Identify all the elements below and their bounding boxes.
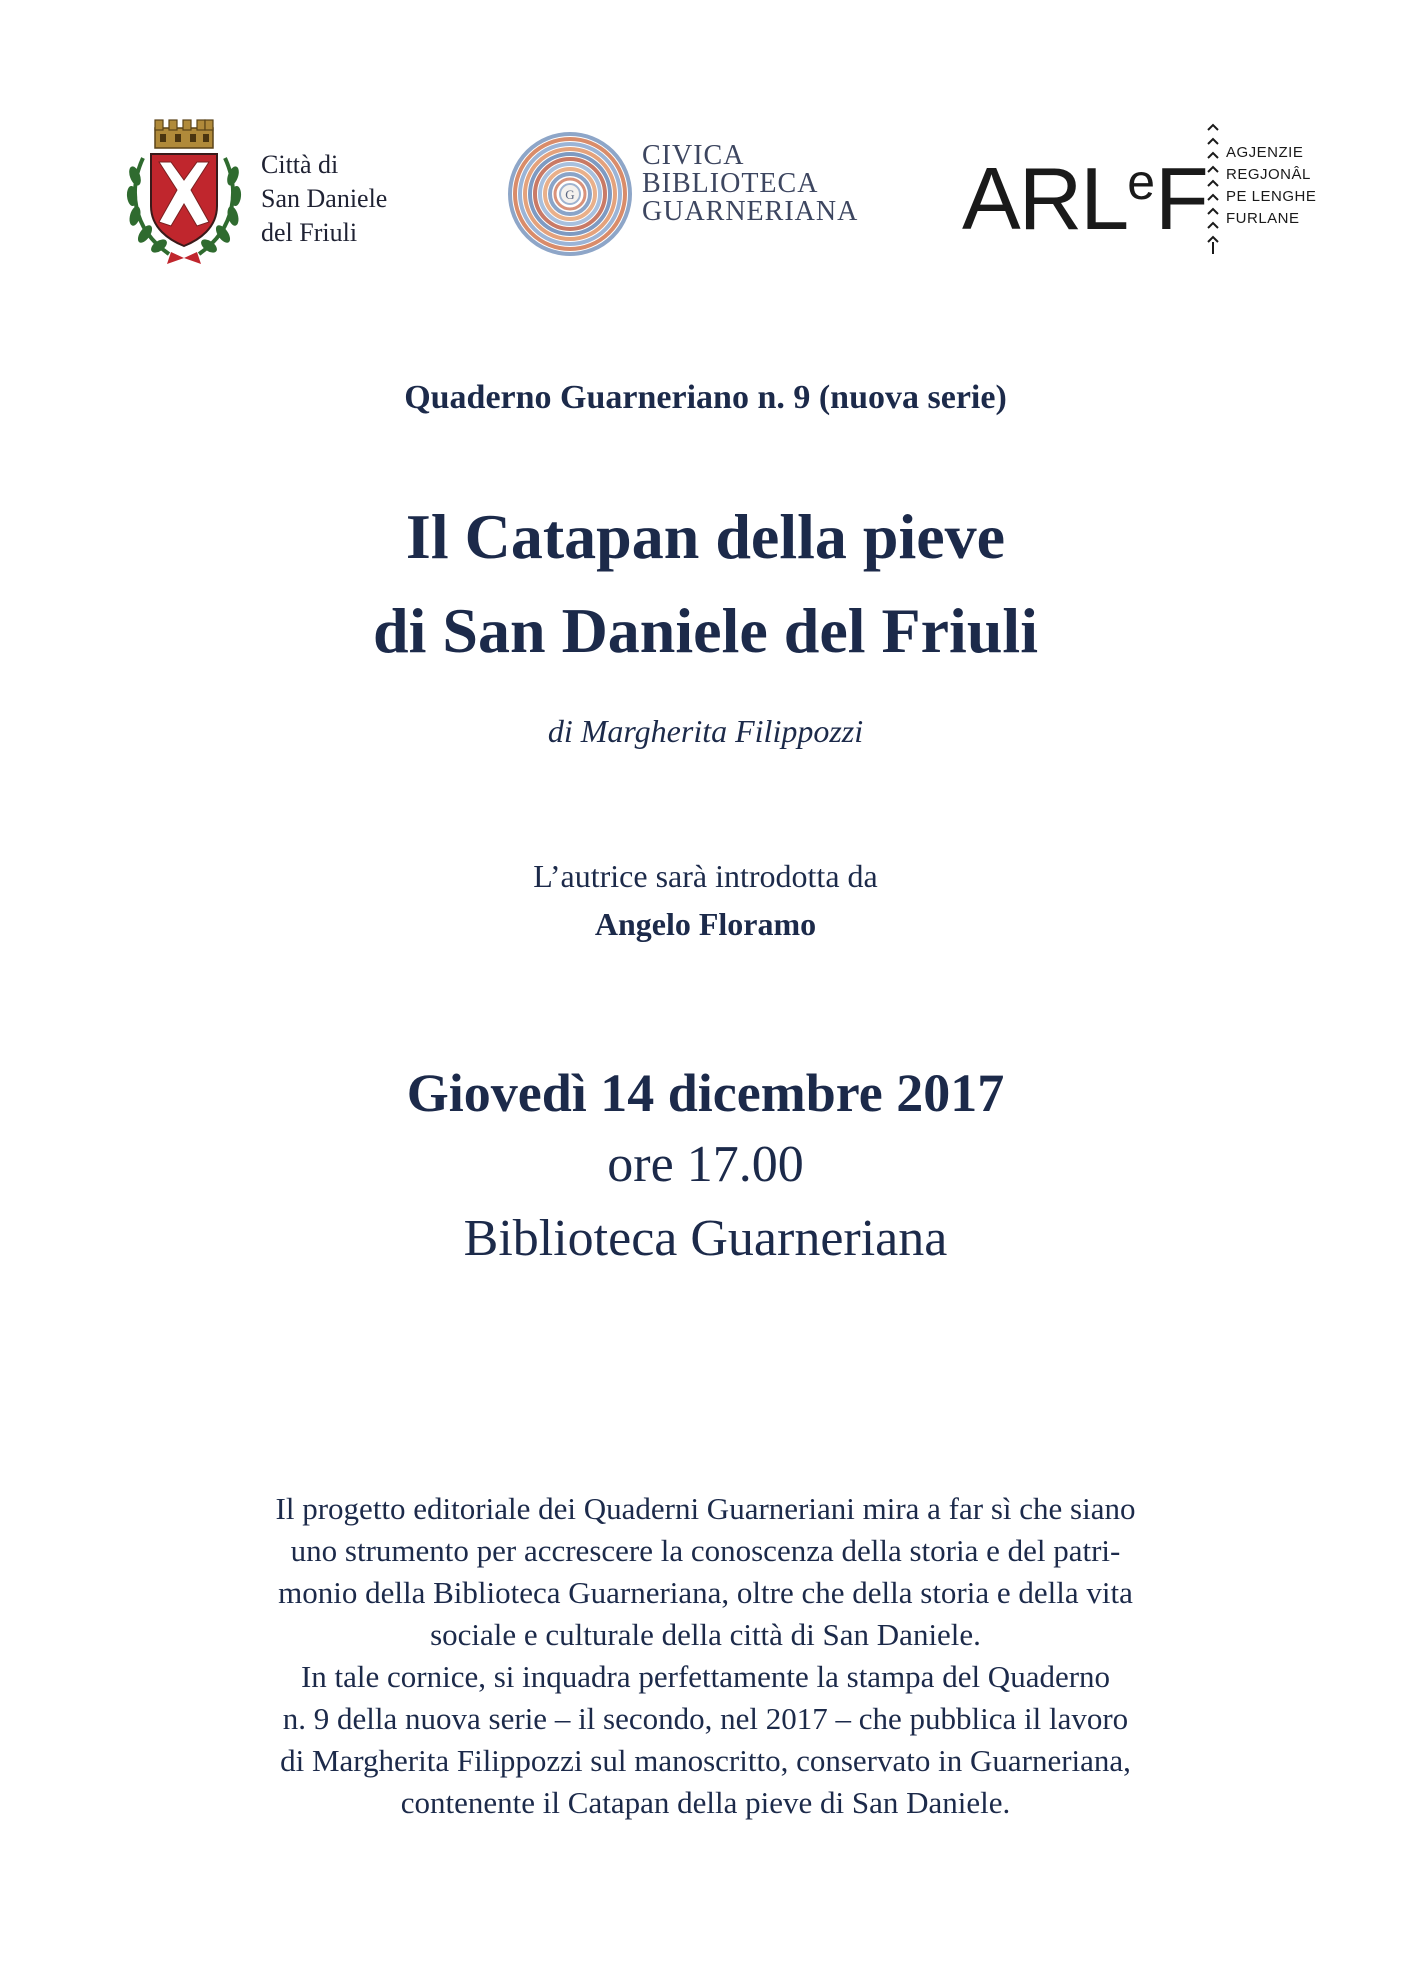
book-title-line-2: di San Daniele del Friuli [373,595,1038,666]
description-line: n. 9 della nuova serie – il secondo, nel 2017 – che pubblica il lavoro [282,1701,1129,1736]
library-name [642,142,858,226]
description-line: In tale cornice, si inquadra perfettamente la stampa del Quaderno [300,1659,1111,1694]
city-name [261,148,387,250]
library-name-line-2: BIBLIOTECA [642,168,819,199]
arlef-wordmark-sup: e [1127,154,1155,210]
chevron-column-icon [1206,122,1220,256]
arlef-wordmark-main: ARL [962,149,1128,248]
introduction-line: L’autrice sarà introdotta da [533,858,878,894]
description-line: uno strumento per accrescere la conoscenza della storia e del patri- [290,1533,1121,1568]
description-line: contenente il Catapan della pieve di San Daniele. [400,1785,1011,1820]
book-title [0,490,1411,678]
event-time: ore 17.00 [607,1136,804,1193]
library-name-line-1: CIVICA [642,140,745,171]
svg-text:G: G [565,187,575,202]
city-name-line-2: San Daniele [261,184,388,213]
city-name-line-3: del Friuli [261,218,358,247]
book-title-line-1: Il Catapan della pieve [405,501,1006,572]
author-line: di Margherita Filippozzi [547,713,864,749]
presenter-name: Angelo Floramo [594,906,817,942]
arlef-line-1: AGJENZIE [1226,144,1304,161]
concentric-rings-G-icon [508,132,632,256]
coat-of-arms-icon [125,118,243,266]
arlef-line-3: PE LENGHE [1226,188,1317,205]
arlef-logo [962,122,1322,262]
arlef-wordmark-end: F [1155,149,1207,248]
event-date: Giovedì 14 dicembre 2017 [406,1063,1005,1123]
event-venue: Biblioteca Guarneriana [463,1210,948,1267]
description-line: Il progetto editoriale dei Quaderni Guarneriani mira a far sì che siano [275,1491,1136,1526]
arlef-line-4: FURLANE [1226,210,1300,227]
series-heading: Quaderno Guarneriano n. 9 (nuova serie) [404,379,1007,416]
description-line: sociale e culturale della città di San Daniele. [430,1617,981,1652]
library-name-line-3: GUARNERIANA [642,196,859,227]
description-line: monio della Biblioteca Guarneriana, oltre che della storia e della vita [278,1575,1133,1610]
arlef-agency-name [1226,142,1316,230]
description-paragraph [0,1488,1411,1824]
arlef-line-2: REGJONÂL [1226,166,1311,183]
library-logo [508,132,868,272]
description-line: di Margherita Filippozzi sul manoscritto, conservato in Guarneriana, [280,1743,1131,1778]
arlef-wordmark [962,138,1207,248]
city-logo [125,118,445,268]
city-name-line-1: Città di [261,150,339,179]
